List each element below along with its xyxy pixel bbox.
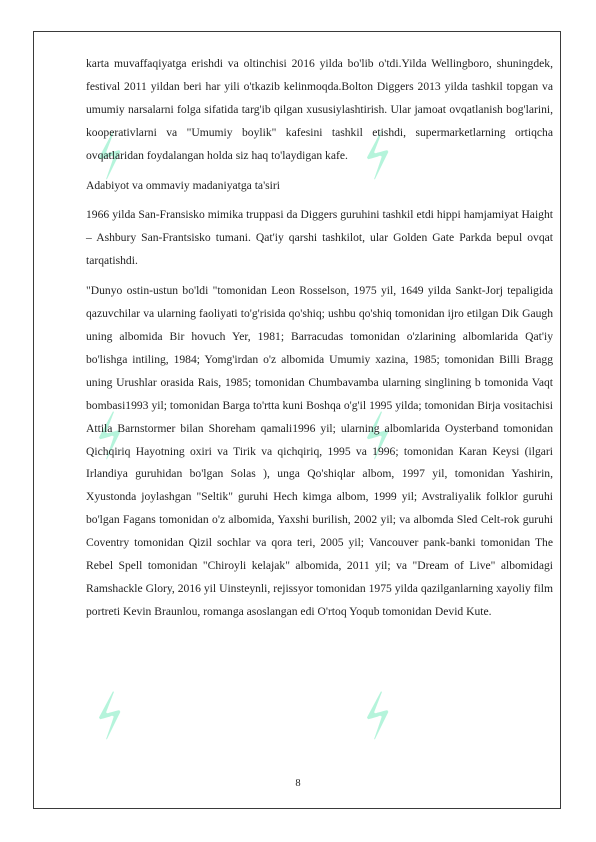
watermark-mark: ⚡ [79, 399, 143, 474]
watermark-mark: ⚡ [347, 679, 411, 754]
section-heading: Adabiyot va ommaviy madaniyatga ta'siri [86, 178, 280, 192]
page-number: 8 [295, 778, 301, 789]
watermark-mark: ⚡ [347, 399, 411, 474]
paragraph: 1966 yilda San-Fransisko mimika truppasi da Diggers guruhini tashkil etdi hippi hamjamiyat Haight – Ashbury San-Frantsisko tumani. Qat'iy qarshi tashkilot, ular Golden Gate Parkda bepul ovqat tarqatishdi. [86, 208, 553, 268]
paragraph: karta muvaffaqiyatga erishdi va oltinchisi 2016 yilda bo'lib o'tdi.Yilda Wellingboro, shuningdek, festival 2011 yildan beri har yili o'tkazib kelinmoqda.Bolton Diggers 2013 yilda tashkil topgan va umumiy narsalarni folga sifatida targ'ib qilgan xususiylashtirish. Ular jamoat ovqatlanish bog'larini, kooperativlarni va "Umumiy boylik" kafesini tashkil etishdi, supermarketlarning ortiqcha ovqatlaridan foydalangan holda siz haq to'laydigan kafe. [86, 57, 553, 162]
watermark-mark: ⚡ [79, 119, 143, 194]
watermark-mark: ⚡ [79, 679, 143, 754]
paragraph: "Dunyo ostin-ustun bo'ldi "tomonidan Leon Rosselson, 1975 yil, 1649 yilda Sankt-Jorj tepaligida qazuvchilar va ularning faoliyati to'g'risida qo'shiq; ushbu qo'shiq tomonidan ijro etilgan Dik Gaugh uning albomida Bir hovuch Yer, 1981; Barracudas tomonidan o'zlarining albomlarida Qat'iy bo'lishga intiling, 1984; Yomg'irdan o'z albomida Umumiy xazina, 1985; tomonidan Billi Bragg uning Urushlar orasida Rais, 1985; tomonidan Chumbavamba ularning singlining b tomonida Vaqt bombasi1993 yil; tomonidan Barga to'rtta kuni Boshqa o'g'il 1995 yilda; tomonidan Birja vositachisi Attila Barnstormer bilan Shoreham qamali1996 yil; ularning albomlarida Oysterband tomonidan Qichqiriq Hayotning oxiri va Tirik va qichqiriq, 1995 va 1996; tomonidan Karan Keysi (ilgari Irlandiya guruhidan bo'lgan Solas ), unga Qo'shiqlar albom, 1997 yil, tomonidan Yashirin, Xyustonda joylashgan "Seltik" guruhi Hech kimga albom, 1999 yil; Avstraliyalik folklor guruhi bo'lgan Fagans tomonidan o'z albomida, Yaxshi burilish, 2002 yil; va albomda Sled Celt-rok guruhi Coventry tomonidan Qizil sochlar va qora teri, 2005 yil; Vancouver pank-banki tomonidan The Rebel Spell tomonidan "Chiroyli kelajak" albomida, 2011 yil; va "Dream of Live" albomidagi Ramshackle Glory, 2016 yil Uinsteynli, rejissyor tomonidan 1975 yilda qazilganlarning xayoliy film portreti Kevin Braunlou, romanga asoslangan edi O'rtoq Yoqub tomonidan Devid Kute. [86, 284, 553, 618]
watermark-mark: ⚡ [347, 119, 411, 194]
document-body [86, 53, 553, 631]
